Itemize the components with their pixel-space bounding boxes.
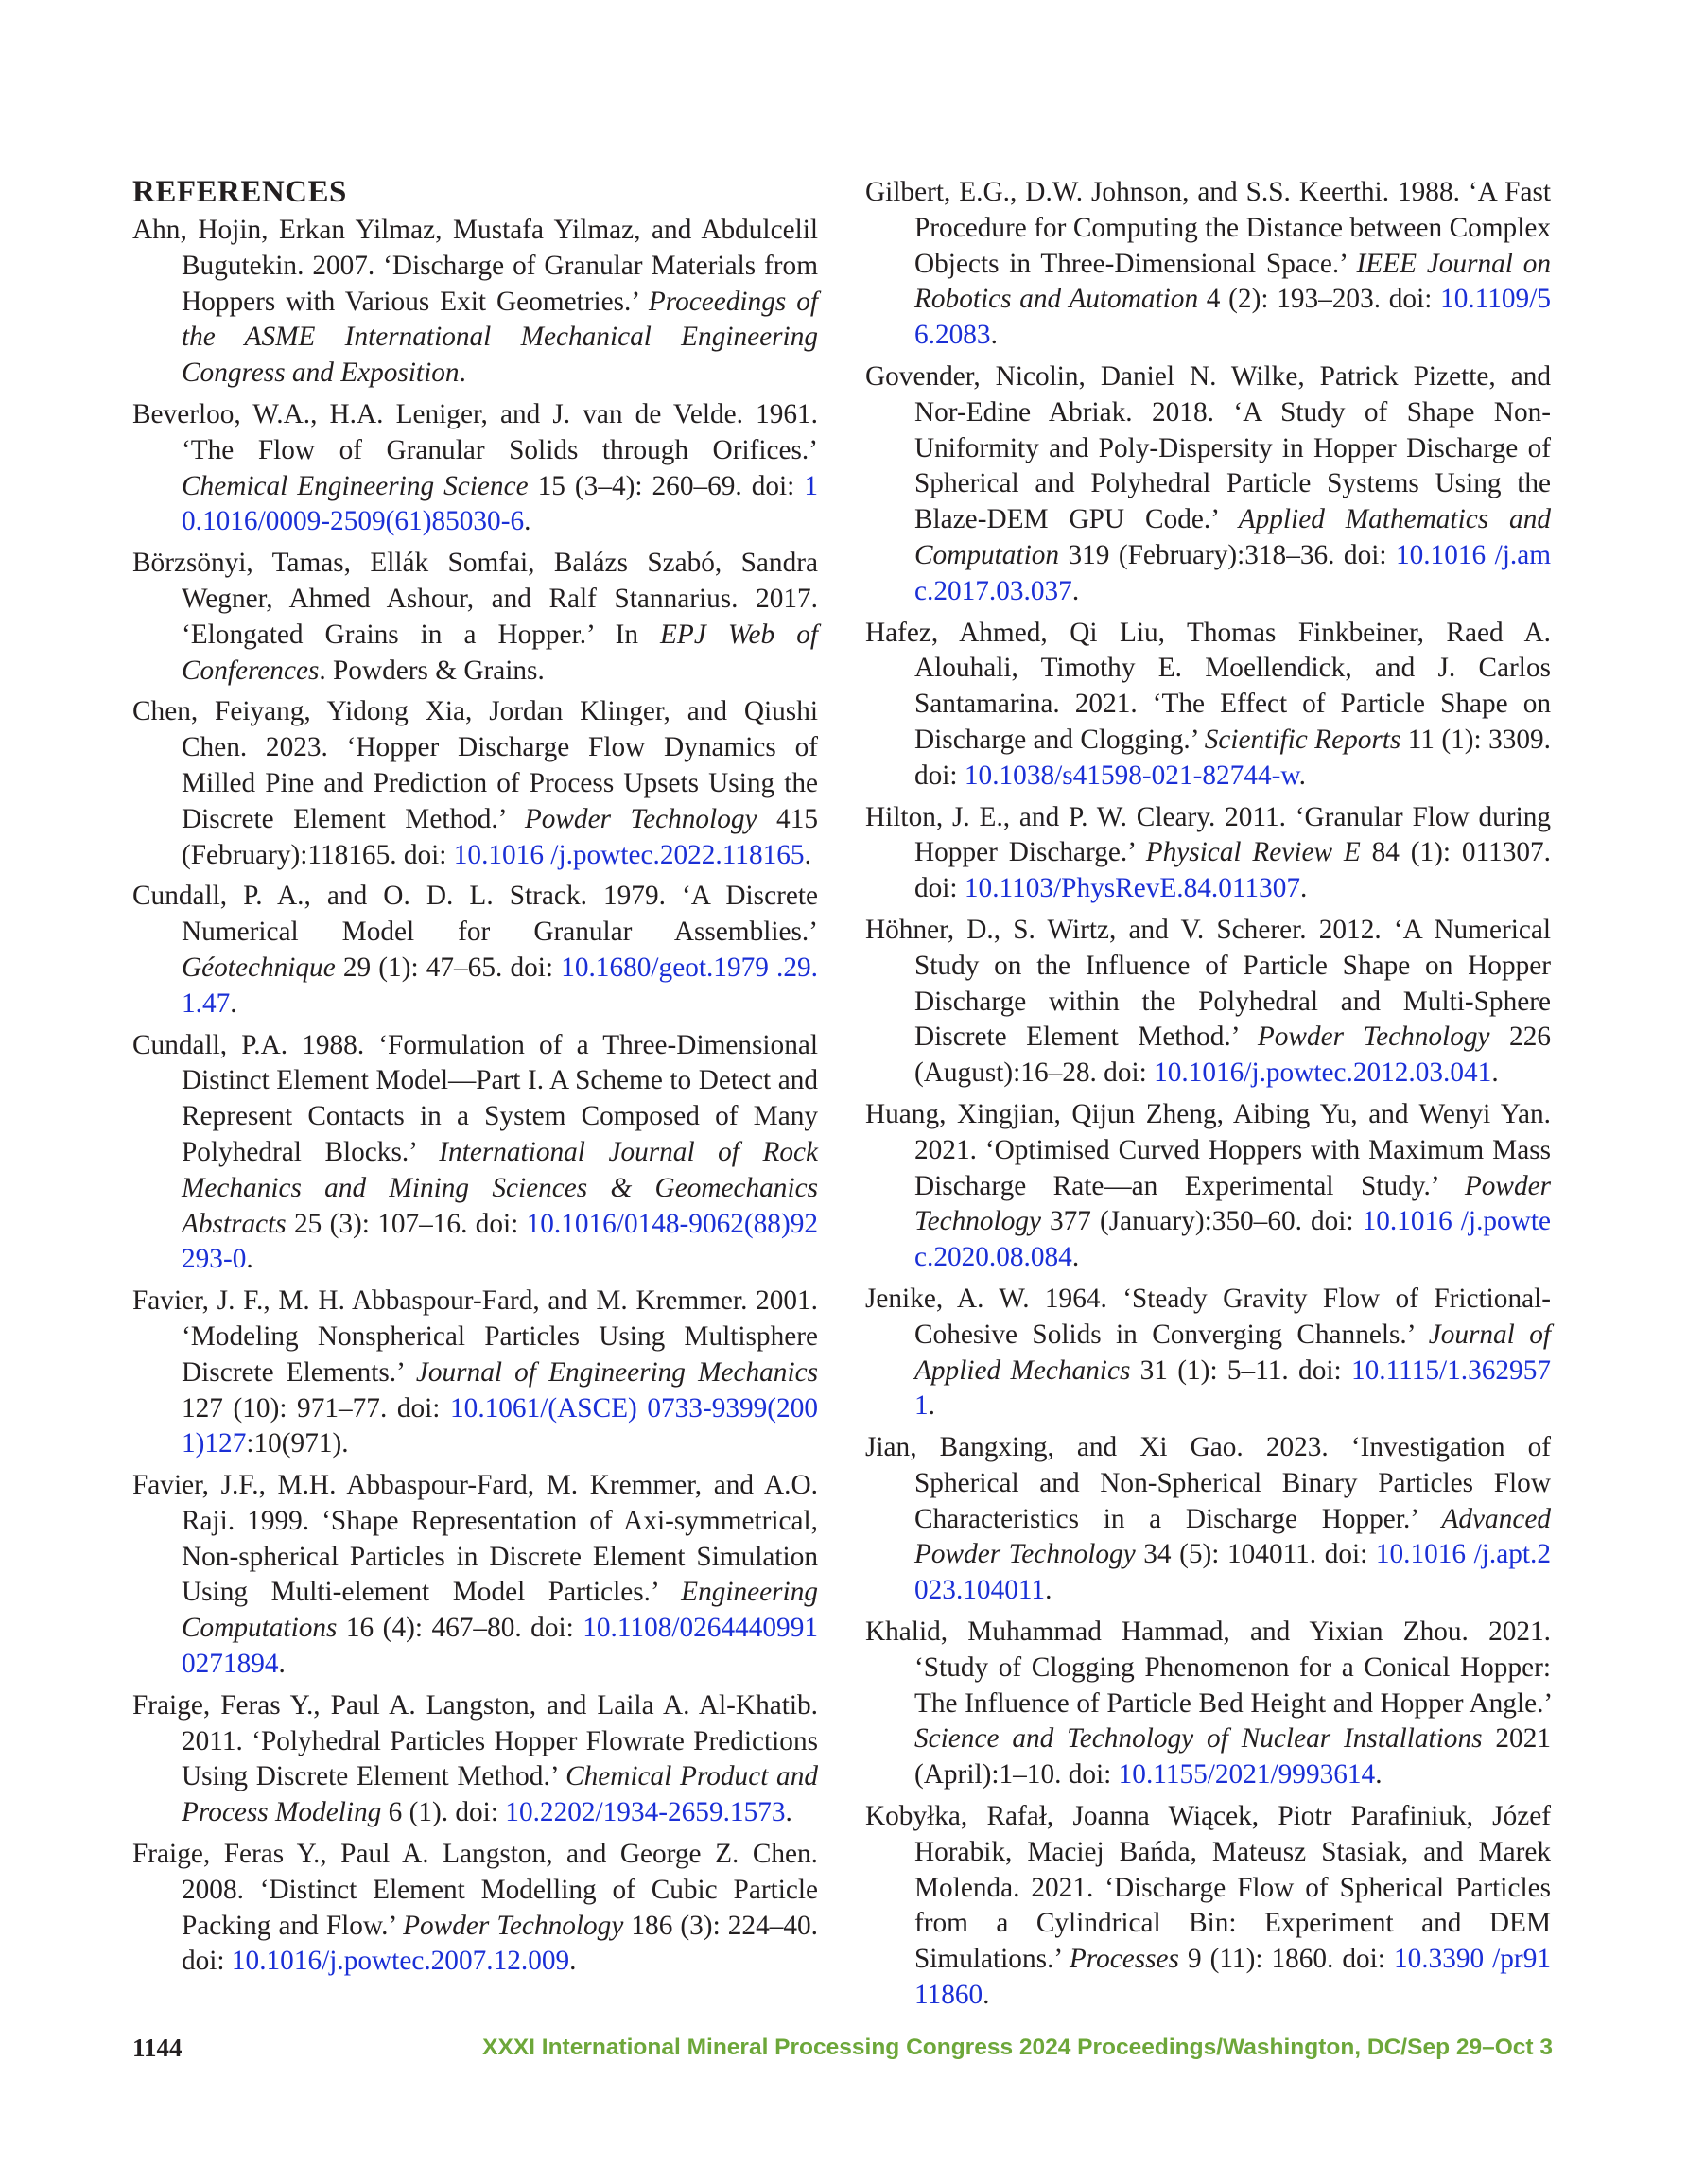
section-heading: REFERENCES [132,175,347,209]
reference-text: Höhner, D., S. Wirtz, and V. Scherer. 2012. ‘A Numerical Study on the Influence of Particle Shape on Hopper Discharge within the Polyhedral and Multi-Sphere Discrete Element Method.’ [865,914,1551,1053]
reference-tail: . [785,1797,792,1828]
reference-details: 4 (2): 193–203. doi: [1198,284,1441,315]
reference-journal: Powder Technology [1257,1022,1490,1053]
reference-text: Khalid, Muhammad Hammad, and Yixian Zhou. 2021. ‘Study of Clogging Phenomenon for a Conical Hopper: The Influence of Particle Bed Height and Hopper Angle.’ [865,1616,1551,1719]
doi-link[interactable]: 10.1109/56.2083 [914,284,1551,351]
reference-entry [132,1028,818,1279]
reference-text: Fraige, Feras Y., Paul A. Langston, and George Z. Chen. 2008. ‘Distinct Element Modelling of Cubic Particle Packing and Flow.’ [132,1839,818,1941]
reference-entry [865,1799,1551,2014]
reference-entry [865,1615,1551,1793]
references-column-left [132,173,818,1985]
page-number: 1144 [132,2034,183,2062]
reference-tail: . [804,839,811,870]
reference-entry [865,175,1551,354]
reference-details: 2021 (April):1–10. doi: [914,1723,1551,1791]
reference-tail: . [230,987,237,1019]
reference-journal: Journal of Engineering Mechanics [415,1356,818,1388]
reference-journal: IEEE Journal on Robotics and Automation [914,248,1552,315]
reference-journal: EPJ Web of Conferences [182,619,818,686]
reference-details: 186 (3): 224–40. doi: [182,1910,818,1977]
reference-text: Govender, Nicolin, Daniel N. Wilke, Patrick Pizette, and Nor-Edine Abriak. 2018. ‘A Study of Shape Non-Uniformity and Poly-Dispersity in Hopper Discharge of Spherical and Polyhedral Particle Systems Using the Blaze-DEM GPU Code.’ [865,360,1551,535]
reference-tail: . [569,1946,577,1977]
reference-entry [132,397,818,540]
doi-link[interactable]: 10.1016/j.powtec.2007.12.009 [231,1946,570,1977]
reference-journal: Physical Review E [1145,837,1361,868]
reference-tail: . [278,1649,286,1680]
reference-journal: Proceedings of the ASME International Mechanical Engineering Congress and Exposition [182,286,819,389]
reference-journal: Chemical Engineering Science [182,470,529,501]
reference-text: Hafez, Ahmed, Qi Liu, Thomas Finkbeiner, Raed A. Alouhali, Timothy E. Moellendick, and J. Carlos Santamarina. 2021. ‘The Effect of Particle Shape on Discharge and Clogging.’ [865,617,1551,755]
reference-text: Cundall, P.A. 1988. ‘Formulation of a Three-Dimensional Distinct Element Model—Part I. A Scheme to Detect and Represent Contacts in a System Composed of Many Polyhedral Blocks.’ [132,1029,818,1167]
reference-entry [132,1468,818,1683]
doi-link[interactable]: 10.3390 /pr9111860 [914,1944,1551,2011]
doi-link[interactable]: 10.1016 /j.apt.2023.104011 [914,1539,1551,1606]
reference-journal: Processes [1069,1944,1179,1975]
reference-details: 84 (1): 011307. doi: [914,837,1551,904]
footer-title: XXXI International Mineral Processing Congress 2024 Proceedings/Washington, DC/Sep 29–Oct 3 [482,2035,1553,2060]
doi-link[interactable]: 10.1061/(ASCE) 0733-9399(2001)127 [182,1392,818,1459]
reference-journal: Powder Technology [914,1170,1551,1237]
reference-tail: . [1491,1057,1499,1089]
reference-text: Favier, J.F., M.H. Abbaspour-Fard, M. Kremmer, and A.O. Raji. 1999. ‘Shape Representation of Axi-symmetrical, Non-spherical Particles in Discrete Element Simulation Using Multi-element Model Particles.’ [132,1470,818,1608]
reference-details: 29 (1): 47–65. doi: [335,952,562,983]
doi-link[interactable]: 10.1016 /j.amc.2017.03.037 [914,539,1551,606]
reference-details: 127 (10): 971–77. doi: [182,1392,451,1424]
reference-tail: . [1045,1575,1052,1606]
reference-text: Kobyłka, Rafał, Joanna Wiącek, Piotr Parafiniuk, Józef Horabik, Maciej Bańda, Mateusz Stasiak, and Marek Molenda. 2021. ‘Discharge Flow of Spherical Particles from a Cylindrical Bin: Experiment and DEM Simulations.’ [865,1801,1551,1975]
reference-journal: Scientific Reports [1204,724,1401,755]
reference-text: Cundall, P. A., and O. D. L. Strack. 1979. ‘A Discrete Numerical Model for Granular Assemblies.’ [132,881,818,948]
reference-entry [132,1284,818,1462]
reference-tail: :10(971). [246,1428,349,1459]
reference-text: Börzsönyi, Tamas, Ellák Somfai, Balázs Szabó, Sandra Wegner, Ahmed Ashour, and Ralf Stannarius. 2017. ‘Elongated Grains in a Hopper.’ In [132,548,818,650]
reference-text: Beverloo, W.A., H.A. Leniger, and J. van de Velde. 1961. ‘The Flow of Granular Solids through Orifices.’ [132,398,818,465]
doi-link[interactable]: 10.1103/PhysRevE.84.011307 [964,873,1301,904]
reference-entry [132,879,818,1022]
doi-link[interactable]: 10.1016/0148-9062(88)92293-0 [182,1208,818,1275]
doi-link[interactable]: 10.2202/1934-2659.1573 [505,1797,786,1828]
reference-details: 415 (February):118165. doi: [182,803,818,870]
doi-link[interactable]: 10.1016 /j.powtec.2022.118165 [453,839,805,870]
reference-journal: Powder Technology [524,803,757,834]
reference-tail: . [1375,1759,1383,1791]
reference-details: 6 (1). doi: [381,1797,506,1828]
reference-journal: Engineering Computations [182,1577,818,1644]
reference-tail: . [524,506,531,537]
doi-link[interactable]: 10.1155/2021/9993614 [1118,1759,1376,1791]
reference-text: Gilbert, E.G., D.W. Johnson, and S.S. Keerthi. 1988. ‘A Fast Procedure for Computing the Distance between Complex Objects in Three-Dimensional Space.’ [865,177,1551,279]
reference-details: 25 (3): 107–16. doi: [286,1208,527,1239]
doi-link[interactable]: 10.1108/02644409910271894 [182,1613,818,1680]
reference-text: Jenike, A. W. 1964. ‘Steady Gravity Flow of Frictional-Cohesive Solids in Converging Channels.’ [865,1283,1551,1350]
reference-tail: . [1298,760,1306,791]
reference-list-right [865,175,1551,2014]
reference-tail: . [1300,873,1308,904]
reference-text: Hilton, J. E., and P. W. Cleary. 2011. ‘Granular Flow during Hopper Discharge.’ [865,801,1551,868]
references-column-right [865,175,1551,2019]
doi-link[interactable]: 10.1016/0009-2509(61)85030-6 [182,470,818,537]
reference-tail: . [246,1244,253,1275]
reference-entry [865,800,1551,907]
reference-entry [865,616,1551,795]
reference-tail: . [1071,575,1080,606]
reference-details: 15 (3–4): 260–69. doi: [528,470,805,501]
reference-text: Huang, Xingjian, Qijun Zheng, Aibing Yu, and Wenyi Yan. 2021. ‘Optimised Curved Hoppers with Maximum Mass Discharge Rate—an Experimental Study.’ [865,1098,1551,1201]
reference-tail: . [983,1980,990,2011]
reference-details: . [459,358,466,389]
reference-entry [865,359,1551,610]
reference-tail: . [1071,1242,1080,1273]
reference-entry [132,1837,818,1980]
reference-details: 377 (January):350–60. doi: [1041,1206,1363,1237]
reference-details: 319 (February):318–36. doi: [1059,539,1396,570]
reference-details: . Powders & Grains. [319,655,545,686]
reference-tail: . [990,320,998,351]
reference-journal: Chemical Product and Process Modeling [182,1761,818,1828]
reference-details: 34 (5): 104011. doi: [1135,1539,1376,1570]
reference-details: 16 (4): 467–80. doi: [337,1613,583,1644]
reference-journal: Journal of Applied Mechanics [914,1319,1551,1386]
reference-entry [865,913,1551,1092]
reference-journal: Powder Technology [403,1910,624,1941]
reference-text: Favier, J. F., M. H. Abbaspour-Fard, and M. Kremmer. 2001. ‘Modeling Nonspherical Particles Using Multisphere Discrete Elements.’ [132,1285,818,1388]
reference-journal: Advanced Powder Technology [914,1503,1551,1570]
reference-tail: . [928,1390,935,1422]
reference-entry [132,213,818,392]
reference-entry [132,546,818,689]
reference-entry [865,1282,1551,1424]
reference-text: Chen, Feiyang, Yidong Xia, Jordan Klinger, and Qiushi Chen. 2023. ‘Hopper Discharge Flow Dynamics of Milled Pine and Prediction of Process Upsets Using the Discrete Element Method.’ [132,696,818,834]
doi-link[interactable]: 10.1016/j.powtec.2012.03.041 [1154,1057,1492,1089]
reference-text: Ahn, Hojin, Erkan Yilmaz, Mustafa Yilmaz, and Abdulcelil Bugutekin. 2007. ‘Discharge of Granular Materials from Hoppers with Various Exit Geometries.’ [132,215,818,317]
reference-details: 9 (11): 1860. doi: [1178,1944,1394,1975]
reference-list-left [132,213,818,1980]
reference-journal: Applied Mathematics and Computation [914,504,1551,570]
reference-journal: Science and Technology of Nuclear Installations [914,1723,1483,1755]
reference-text: Jian, Bangxing, and Xi Gao. 2023. ‘Investigation of Spherical and Non-Spherical Binary Particles Flow Characteristics in a Discharge Hopper.’ [865,1432,1551,1534]
reference-entry [132,694,818,873]
reference-text: Fraige, Feras Y., Paul A. Langston, and Laila A. Al-Khatib. 2011. ‘Polyhedral Particles Hopper Flowrate Predictions Using Discrete Element Method.’ [132,1689,818,1792]
reference-details: 226 (August):16–28. doi: [914,1022,1551,1089]
doi-link[interactable]: 10.1680/geot.1979 .29.1.47 [182,952,818,1019]
reference-details: 31 (1): 5–11. doi: [1130,1354,1351,1386]
reference-details: 11 (1): 3309. doi: [914,724,1551,791]
reference-entry [865,1430,1551,1609]
reference-entry [865,1097,1551,1276]
doi-link[interactable]: 10.1016 /j.powtec.2020.08.084 [914,1206,1551,1273]
reference-entry [132,1688,818,1831]
reference-journal: International Journal of Rock Mechanics and Mining Sciences & Geomechanics Abstracts [182,1136,818,1239]
doi-link[interactable]: 10.1115/1.3629571 [914,1354,1551,1422]
doi-link[interactable]: 10.1038/s41598-021-82744-w [964,760,1299,791]
reference-journal: Géotechnique [182,952,336,983]
